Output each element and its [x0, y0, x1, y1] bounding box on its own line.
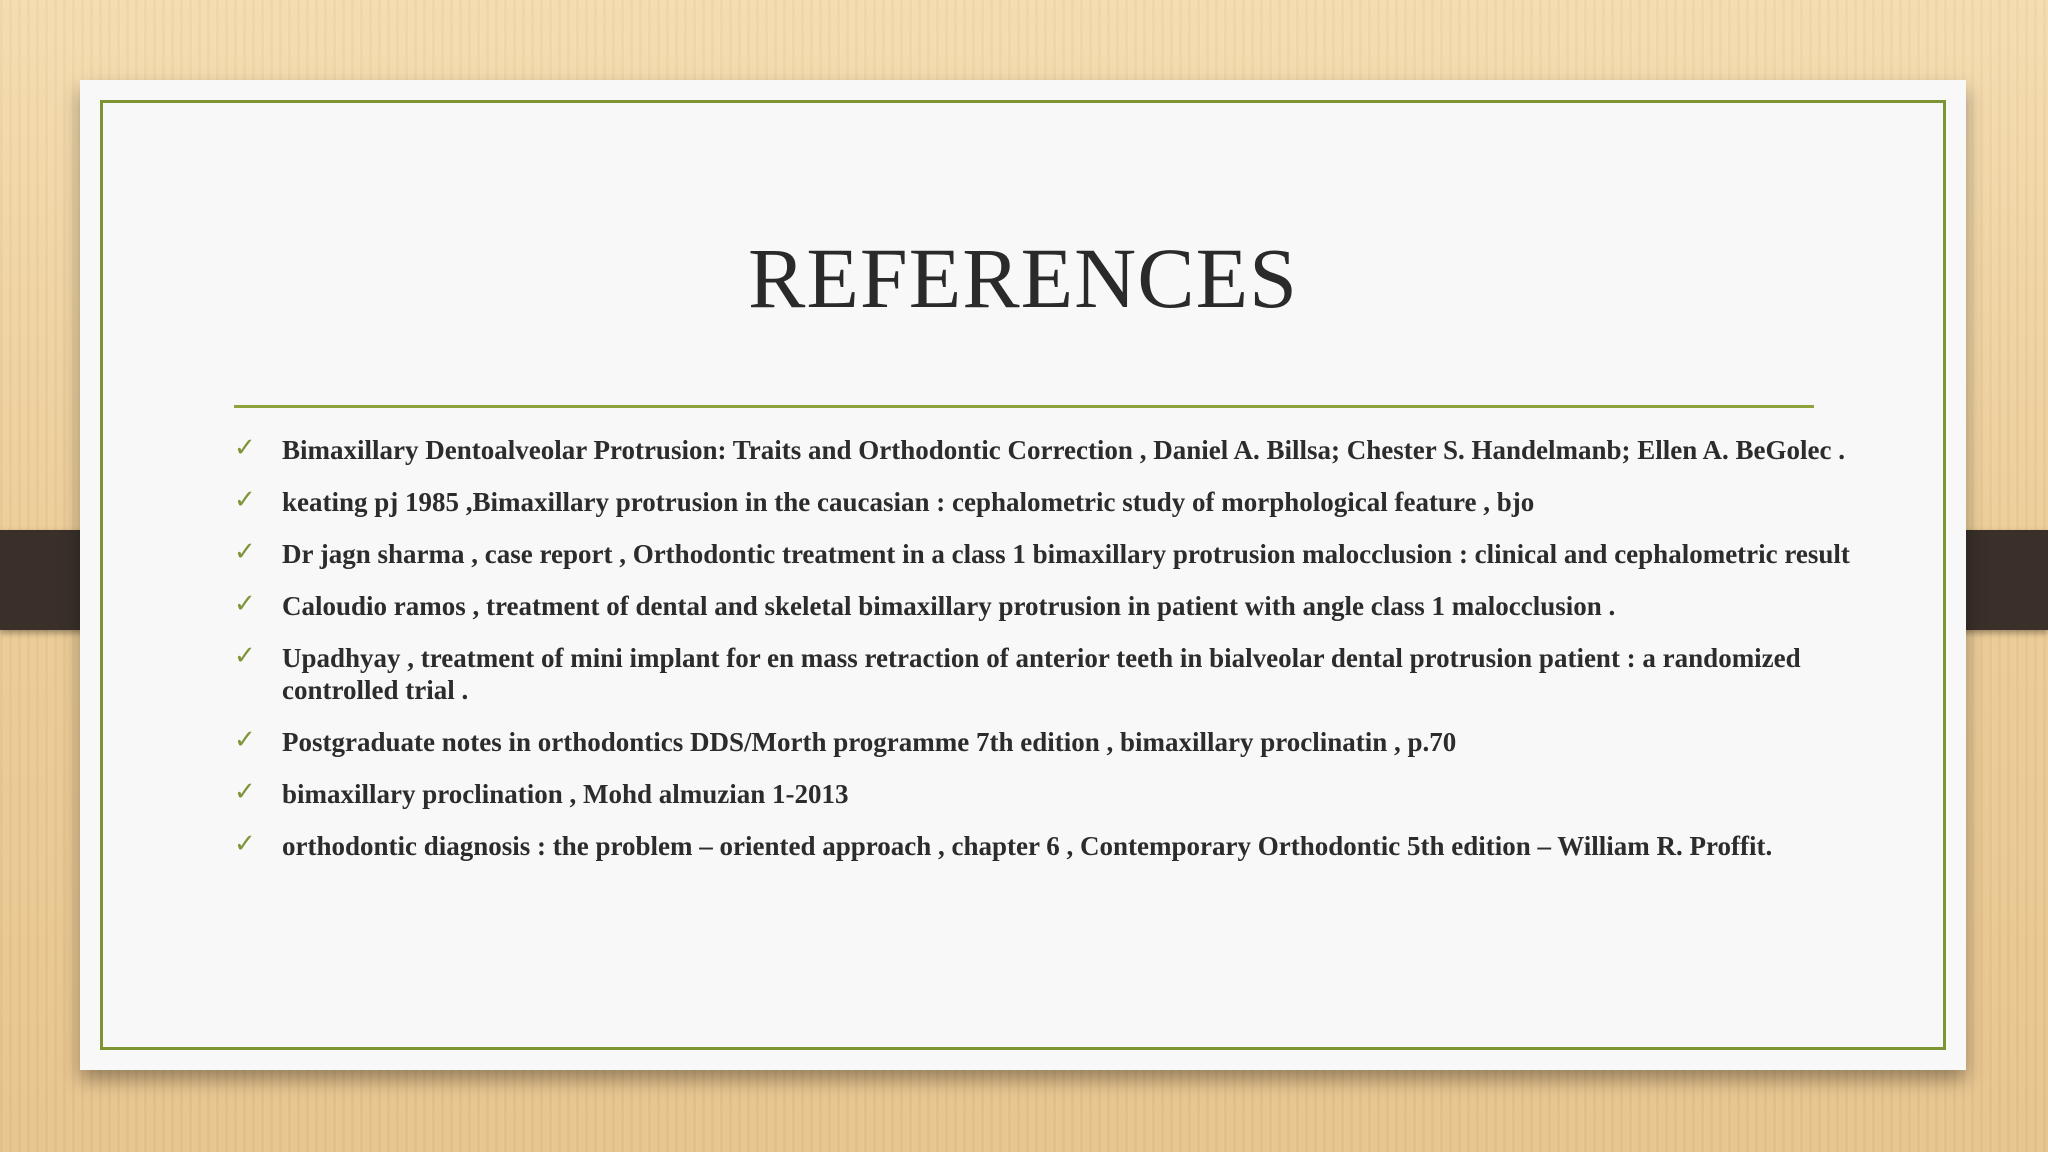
checkmark-icon: ✓ [234, 829, 256, 859]
reference-item [234, 486, 1854, 518]
checkmark-icon: ✓ [234, 777, 256, 807]
slide-title: REFERENCES [748, 230, 1298, 326]
checkmark-icon: ✓ [234, 537, 256, 567]
reference-text: orthodontic diagnosis : the problem – oriented approach , chapter 6 , Contemporary Orthodontic 5th edition – William R. Proffit. [282, 831, 1773, 861]
reference-text: Bimaxillary Dentoalveolar Protrusion: Traits and Orthodontic Correction , Daniel A. Billsa; Chester S. Handelmanb; Ellen A. BeGolec . [282, 435, 1845, 465]
reference-item [234, 726, 1854, 758]
reference-text: bimaxillary proclination , Mohd almuzian 1-2013 [282, 779, 849, 809]
reference-item [234, 590, 1854, 622]
checkmark-icon: ✓ [234, 725, 256, 755]
checkmark-icon: ✓ [234, 641, 256, 671]
reference-text: keating pj 1985 ,Bimaxillary protrusion in the caucasian : cephalometric study of morphological feature , bjo [282, 487, 1535, 517]
checkmark-icon: ✓ [234, 589, 256, 619]
reference-text: Caloudio ramos , treatment of dental and skeletal bimaxillary protrusion in patient with angle class 1 malocclusion . [282, 591, 1616, 621]
checkmark-icon: ✓ [234, 433, 256, 463]
reference-item [234, 434, 1854, 466]
reference-item [234, 642, 1854, 706]
reference-list [234, 434, 1854, 882]
slide [80, 80, 1966, 1070]
reference-item [234, 830, 1854, 862]
checkmark-icon: ✓ [234, 485, 256, 515]
reference-text: Upadhyay , treatment of mini implant for en mass retraction of anterior teeth in bialveolar dental protrusion patient : a randomized controlled trial . [282, 643, 1801, 705]
title-divider [234, 405, 1814, 408]
reference-item [234, 538, 1854, 570]
reference-text: Postgraduate notes in orthodontics DDS/Morth programme 7th edition , bimaxillary proclinatin , p.70 [282, 727, 1457, 757]
reference-text: Dr jagn sharma , case report , Orthodontic treatment in a class 1 bimaxillary protrusion malocclusion : clinical and cephalometric result [282, 539, 1850, 569]
reference-item [234, 778, 1854, 810]
